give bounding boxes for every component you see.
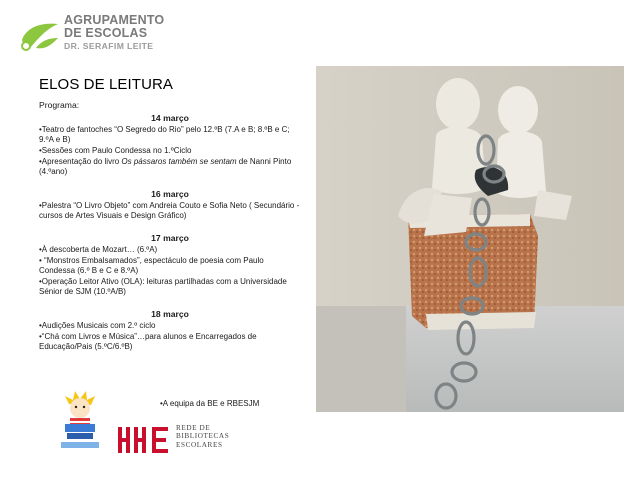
section-date: 14 março (151, 113, 189, 123)
program-item-text: •Apresentação do livro (39, 157, 122, 166)
school-logo (18, 12, 178, 58)
program-label: Programa: (39, 100, 80, 110)
bibliotecas-escolares-logo-icon (57, 388, 103, 452)
logo-line-2: DE ESCOLAS (64, 26, 148, 40)
section-date: 17 março (151, 233, 189, 243)
credit-line: •A equipa da BE e RBESJM (160, 399, 260, 408)
section-date: 18 março (151, 309, 189, 319)
program-item-text: de Nanni Pinto (4.ºano) (39, 157, 292, 176)
program-item (39, 157, 301, 177)
logo-line-1: AGRUPAMENTO (64, 13, 165, 27)
rbe-text (176, 424, 229, 449)
rbe-line-1: REDE DE (176, 424, 211, 432)
rbe-logo-icon (118, 427, 170, 453)
rbe-line-2: BIBLIOTECAS (176, 432, 230, 441)
rbe-line-3: ESCOLARES (176, 440, 223, 449)
program-section (39, 113, 301, 177)
program-item: • “Monstros Embalsamados”, espectáculo de poesia com Paulo Condessa (6.º B e C e 8.ºA) (39, 256, 264, 275)
program-item: •Operação Leitor Ativo (OLA): leituras partilhadas com a Universidade Sénior de SJM (10.ºA/B) (39, 277, 287, 296)
program-section (39, 189, 301, 221)
program-item: •À descoberta de Mozart… (6.ºA) (39, 245, 158, 254)
program-list (39, 113, 301, 364)
book-title: Os pássaros também se sentam (121, 157, 237, 166)
leaf-logo-icon (18, 18, 60, 54)
program-section (39, 233, 301, 297)
logo-line-3: DR. SERAFIM LEITE (64, 41, 154, 51)
ceramic-figures-image (316, 66, 624, 412)
program-item: •Sessões com Paulo Condessa no 1.ºCiclo (39, 146, 192, 155)
event-photo (316, 66, 624, 412)
program-item: •“Chá com Livros e Música”…para alunos e Encarregados de Educação/Pais (5.ºC/6.ºB) (39, 332, 257, 351)
page-title: ELOS DE LEITURA (39, 76, 174, 93)
program-item: •Palestra “O Livro Objeto” com Andreia Couto e Sofia Neto ( Secundário - cursos de Artes Visuais e Design Gráfico) (39, 201, 300, 220)
program-item: •Teatro de fantoches “O Segredo do Rio” pelo 12.ºB (7.A e B; 8.ºB e C; 9.ºA e B) (39, 125, 290, 144)
section-date: 16 março (151, 189, 189, 199)
program-item: •Audições Musicais com 2.º ciclo (39, 321, 156, 330)
program-section (39, 309, 301, 352)
